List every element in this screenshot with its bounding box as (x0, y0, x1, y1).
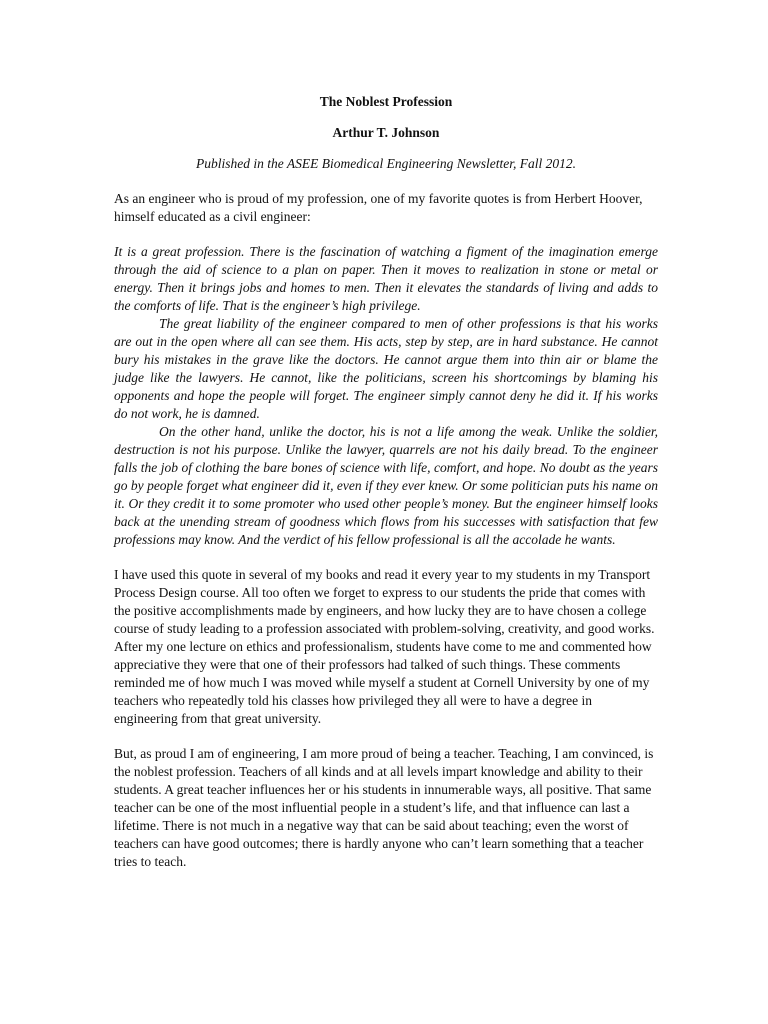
quote-paragraph-2: The great liability of the engineer compared to men of other professions is that his works are out in the open where all can see them. His acts, step by step, are in hard substance. He cannot bury his mistakes in the grave like the doctors. He cannot argue them into thin air or blame the judge like the lawyers. He cannot, like the politicians, screen his shortcomings by blaming his opponents and hope the people will forget. The engineer simply cannot deny he did it. If his works do not work, he is damned. (114, 316, 658, 421)
document-title: The Noblest Profession (319, 94, 453, 109)
publication-note: Published in the ASEE Biomedical Engineering Newsletter, Fall 2012. (196, 156, 576, 171)
body-paragraph-1: I have used this quote in several of my books and read it every year to my students in my Transport Process Design course. All too often we forget to express to our students the pride that comes with the positive accomplishments made by engineers, and how lucky they are to have chosen a college course of study leading to a profession associated with problem-solving, creativity, and good works. After my one lecture on ethics and professionalism, students have come to me and commented how appreciative they were that one of their professors had talked of such things. These comments reminded me of how much I was moved while myself a student at Cornell University by one of my teachers who repeatedly told his classes how privileged they all were to have a degree in engineering from that great university. (114, 567, 655, 726)
hoover-quote (114, 243, 658, 549)
quote-paragraph-3: On the other hand, unlike the doctor, his is not a life among the weak. Unlike the soldier, destruction is not his purpose. Unlike the lawyer, quarrels are not his daily bread. To the engineer falls the job of clothing the bare bones of science with life, comfort, and hope. No doubt as the years go by people forget what engineer did it, even if they ever knew. Or some politician puts his name on it. Or they credit it to some promoter who used other people’s money. But the engineer himself looks back at the unending stream of goodness which flows from his successes with satisfaction that few professions may know. And the verdict of his fellow professional is all the accolade he wants. (114, 424, 658, 547)
body-paragraph-2: But, as proud I am of engineering, I am more proud of being a teacher. Teaching, I am convinced, is the noblest profession. Teachers of all kinds and at all levels impart knowledge and ability to their students. A great teacher influences her or his students in innumerable ways, all positive. That same teacher can be one of the most influential people in a student’s life, and that influence can last a lifetime. There is not much in a negative way that can be said about teaching; even the worst of teachers can have good outcomes; there is hardly anyone who can’t learn something that a teacher tries to teach. (114, 746, 654, 869)
intro-paragraph: As an engineer who is proud of my profession, one of my favorite quotes is from Herbert Hoover, himself educated as a civil engineer: (114, 191, 643, 224)
quote-paragraph-1: It is a great profession. There is the fascination of watching a figment of the imagination emerge through the aid of science to a plan on paper. Then it moves to realization in stone or metal or energy. Then it brings jobs and homes to men. Then it elevates the standards of living and adds to the comforts of life. That is the engineer’s high privilege. (114, 244, 658, 313)
document-body (114, 93, 658, 871)
author-name: Arthur T. Johnson (332, 125, 440, 140)
